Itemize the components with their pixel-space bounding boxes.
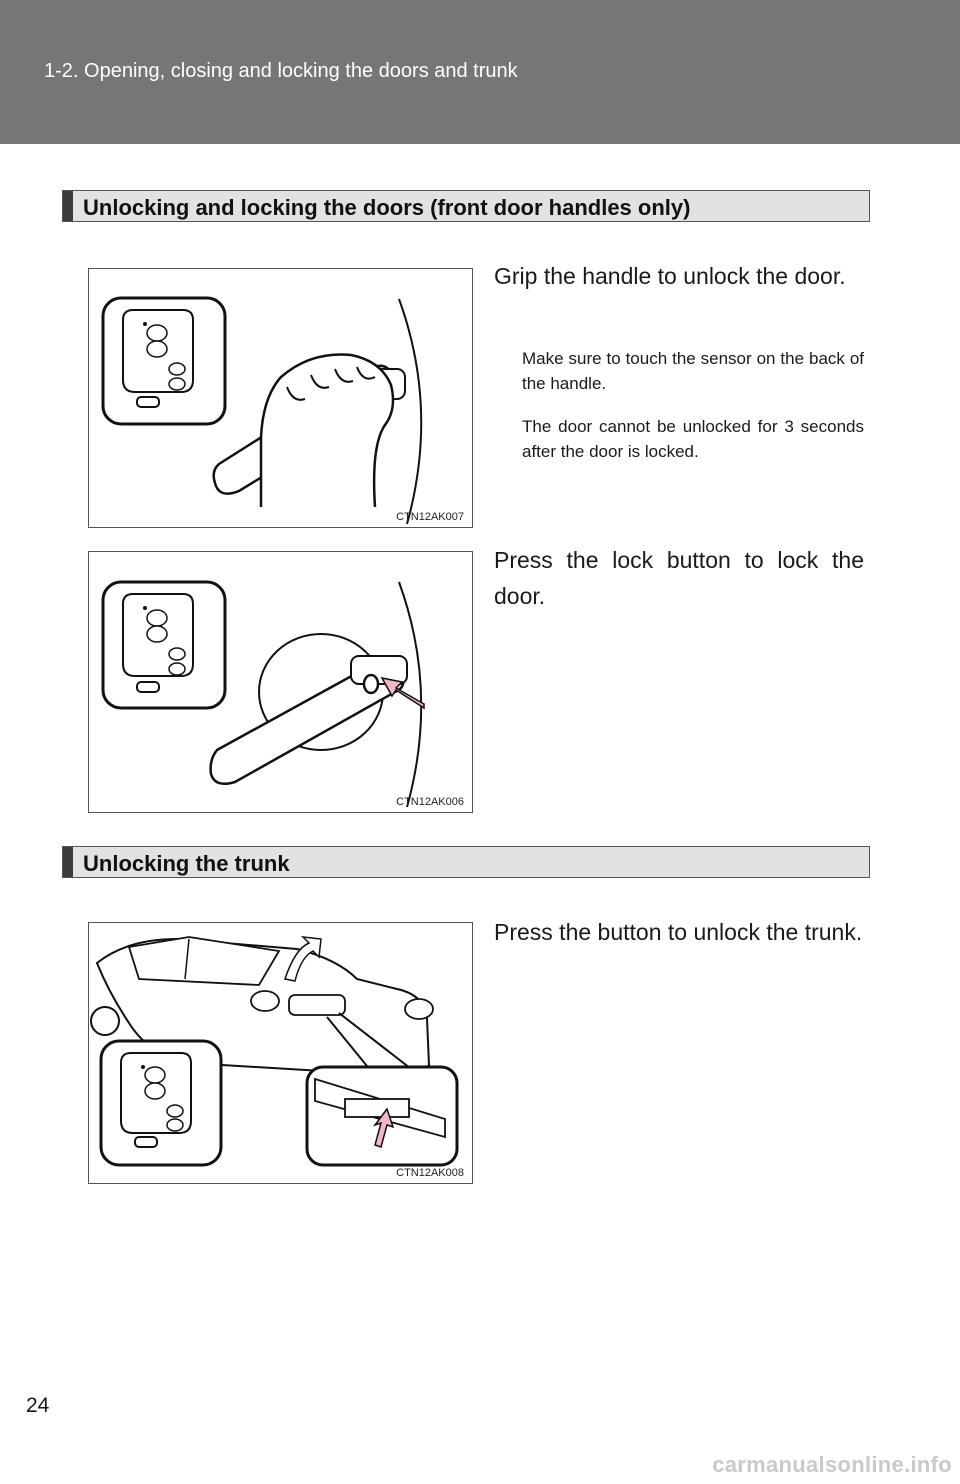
note-unlock-delay: The door cannot be unlocked for 3 seconds after the door is locked. [522,417,864,461]
section-heading-trunk [62,846,870,878]
section-title: Unlocking and locking the doors (front door handles only) [83,195,691,220]
figure-code: CTN12AK007 [396,511,464,523]
figure-press-lock-button [88,551,473,813]
section-title: Unlocking the trunk [83,851,290,876]
trunk-illustration [89,923,472,1183]
section-accent [63,847,73,877]
watermark: carmanualsonline.info [712,1452,952,1477]
page-header-band [0,0,960,144]
page-number: 24 [26,1394,50,1417]
figure-unlock-trunk [88,922,473,1184]
figure-code: CTN12AK008 [396,1167,464,1179]
step-press-lock-button: Press the lock button to lock the door. [494,547,864,609]
step-grip-handle: Grip the handle to unlock the door. [494,263,846,289]
figure-grip-handle [88,268,473,528]
figure-code: CTN12AK006 [396,796,464,808]
section-accent [63,191,73,221]
note-touch-sensor: Make sure to touch the sensor on the back of the handle. [522,349,864,393]
grip-handle-illustration [89,269,472,527]
lock-button-illustration [89,552,472,812]
section-path: 1-2. Opening, closing and locking the doors and trunk [44,60,518,82]
step-unlock-trunk: Press the button to unlock the trunk. [494,919,863,945]
section-heading-doors [62,190,870,222]
